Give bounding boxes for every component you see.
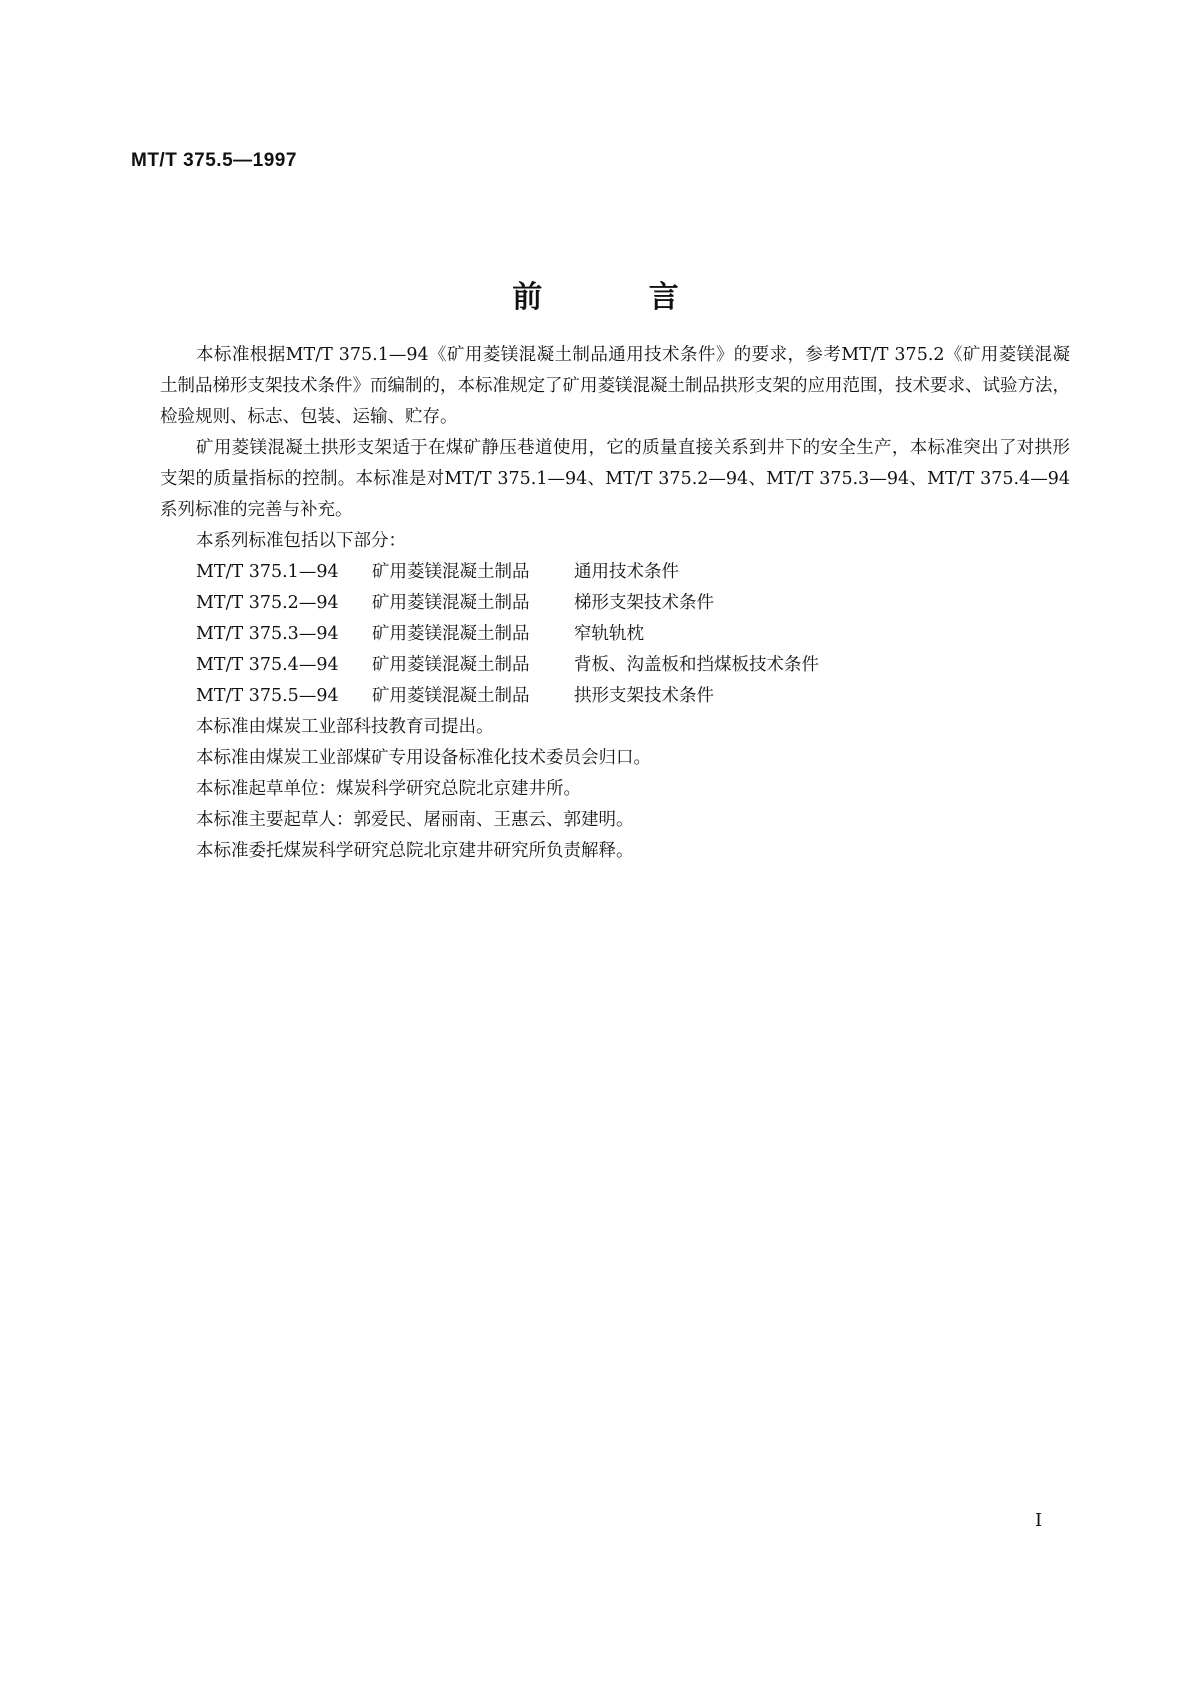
series-name: 梯形支架技术条件 — [574, 593, 714, 613]
series-category: 矿用菱镁混凝土制品 — [372, 686, 530, 706]
series-code: MT/T 375.3—94 — [196, 624, 339, 644]
list-item — [160, 681, 1070, 712]
series-name: 背板、沟盖板和挡煤板技术条件 — [574, 655, 819, 675]
series-code: MT/T 375.5—94 — [196, 686, 339, 706]
series-code: MT/T 375.2—94 — [196, 593, 339, 613]
statement: 本标准起草单位：煤炭科学研究总院北京建井所。 — [196, 779, 581, 799]
list-item — [160, 619, 1070, 650]
statement: 本标准委托煤炭科学研究总院北京建井研究所负责解释。 — [196, 841, 634, 861]
series-category: 矿用菱镁混凝土制品 — [372, 655, 530, 675]
foreword-body — [160, 340, 1070, 867]
statement: 本标准由煤炭工业部科技教育司提出。 — [196, 717, 494, 737]
statement: 本标准主要起草人：郭爱民、屠丽南、王惠云、郭建明。 — [196, 810, 634, 830]
series-name: 通用技术条件 — [574, 562, 679, 582]
standard-code: MT/T 375.5—1997 — [131, 150, 297, 171]
series-intro: 本系列标准包括以下部分： — [196, 531, 406, 551]
series-name: 窄轨轨枕 — [574, 624, 644, 644]
series-code: MT/T 375.4—94 — [196, 655, 339, 675]
list-item — [160, 588, 1070, 619]
series-code: MT/T 375.1—94 — [196, 562, 339, 582]
series-category: 矿用菱镁混凝土制品 — [372, 562, 530, 582]
statement: 本标准由煤炭工业部煤矿专用设备标准化技术委员会归口。 — [196, 748, 651, 768]
page-number: I — [1035, 1510, 1043, 1531]
series-list — [160, 557, 1070, 712]
series-name: 拱形支架技术条件 — [574, 686, 714, 706]
paragraph: 矿用菱镁混凝土拱形支架适于在煤矿静压巷道使用，它的质量直接关系到井下的安全生产，本标准突出了对拱形支架的质量指标的控制。本标准是对MT/T 375.1—94、MT/T 375.2—94、MT/T 375.3—94、MT/T 375.4—94系列标准的完善与补充。 — [160, 438, 1070, 520]
series-category: 矿用菱镁混凝土制品 — [372, 593, 530, 613]
list-item — [160, 557, 1070, 588]
series-category: 矿用菱镁混凝土制品 — [372, 624, 530, 644]
page-title: 前 言 — [512, 280, 727, 315]
paragraph: 本标准根据MT/T 375.1—94《矿用菱镁混凝土制品通用技术条件》的要求，参考MT/T 375.2《矿用菱镁混凝土制品梯形支架技术条件》而编制的，本标准规定了矿用菱镁混凝土制品拱形支架的应用范围，技术要求、试验方法，检验规则、标志、包装、运输、贮存。 — [160, 345, 1070, 427]
list-item — [160, 650, 1070, 681]
